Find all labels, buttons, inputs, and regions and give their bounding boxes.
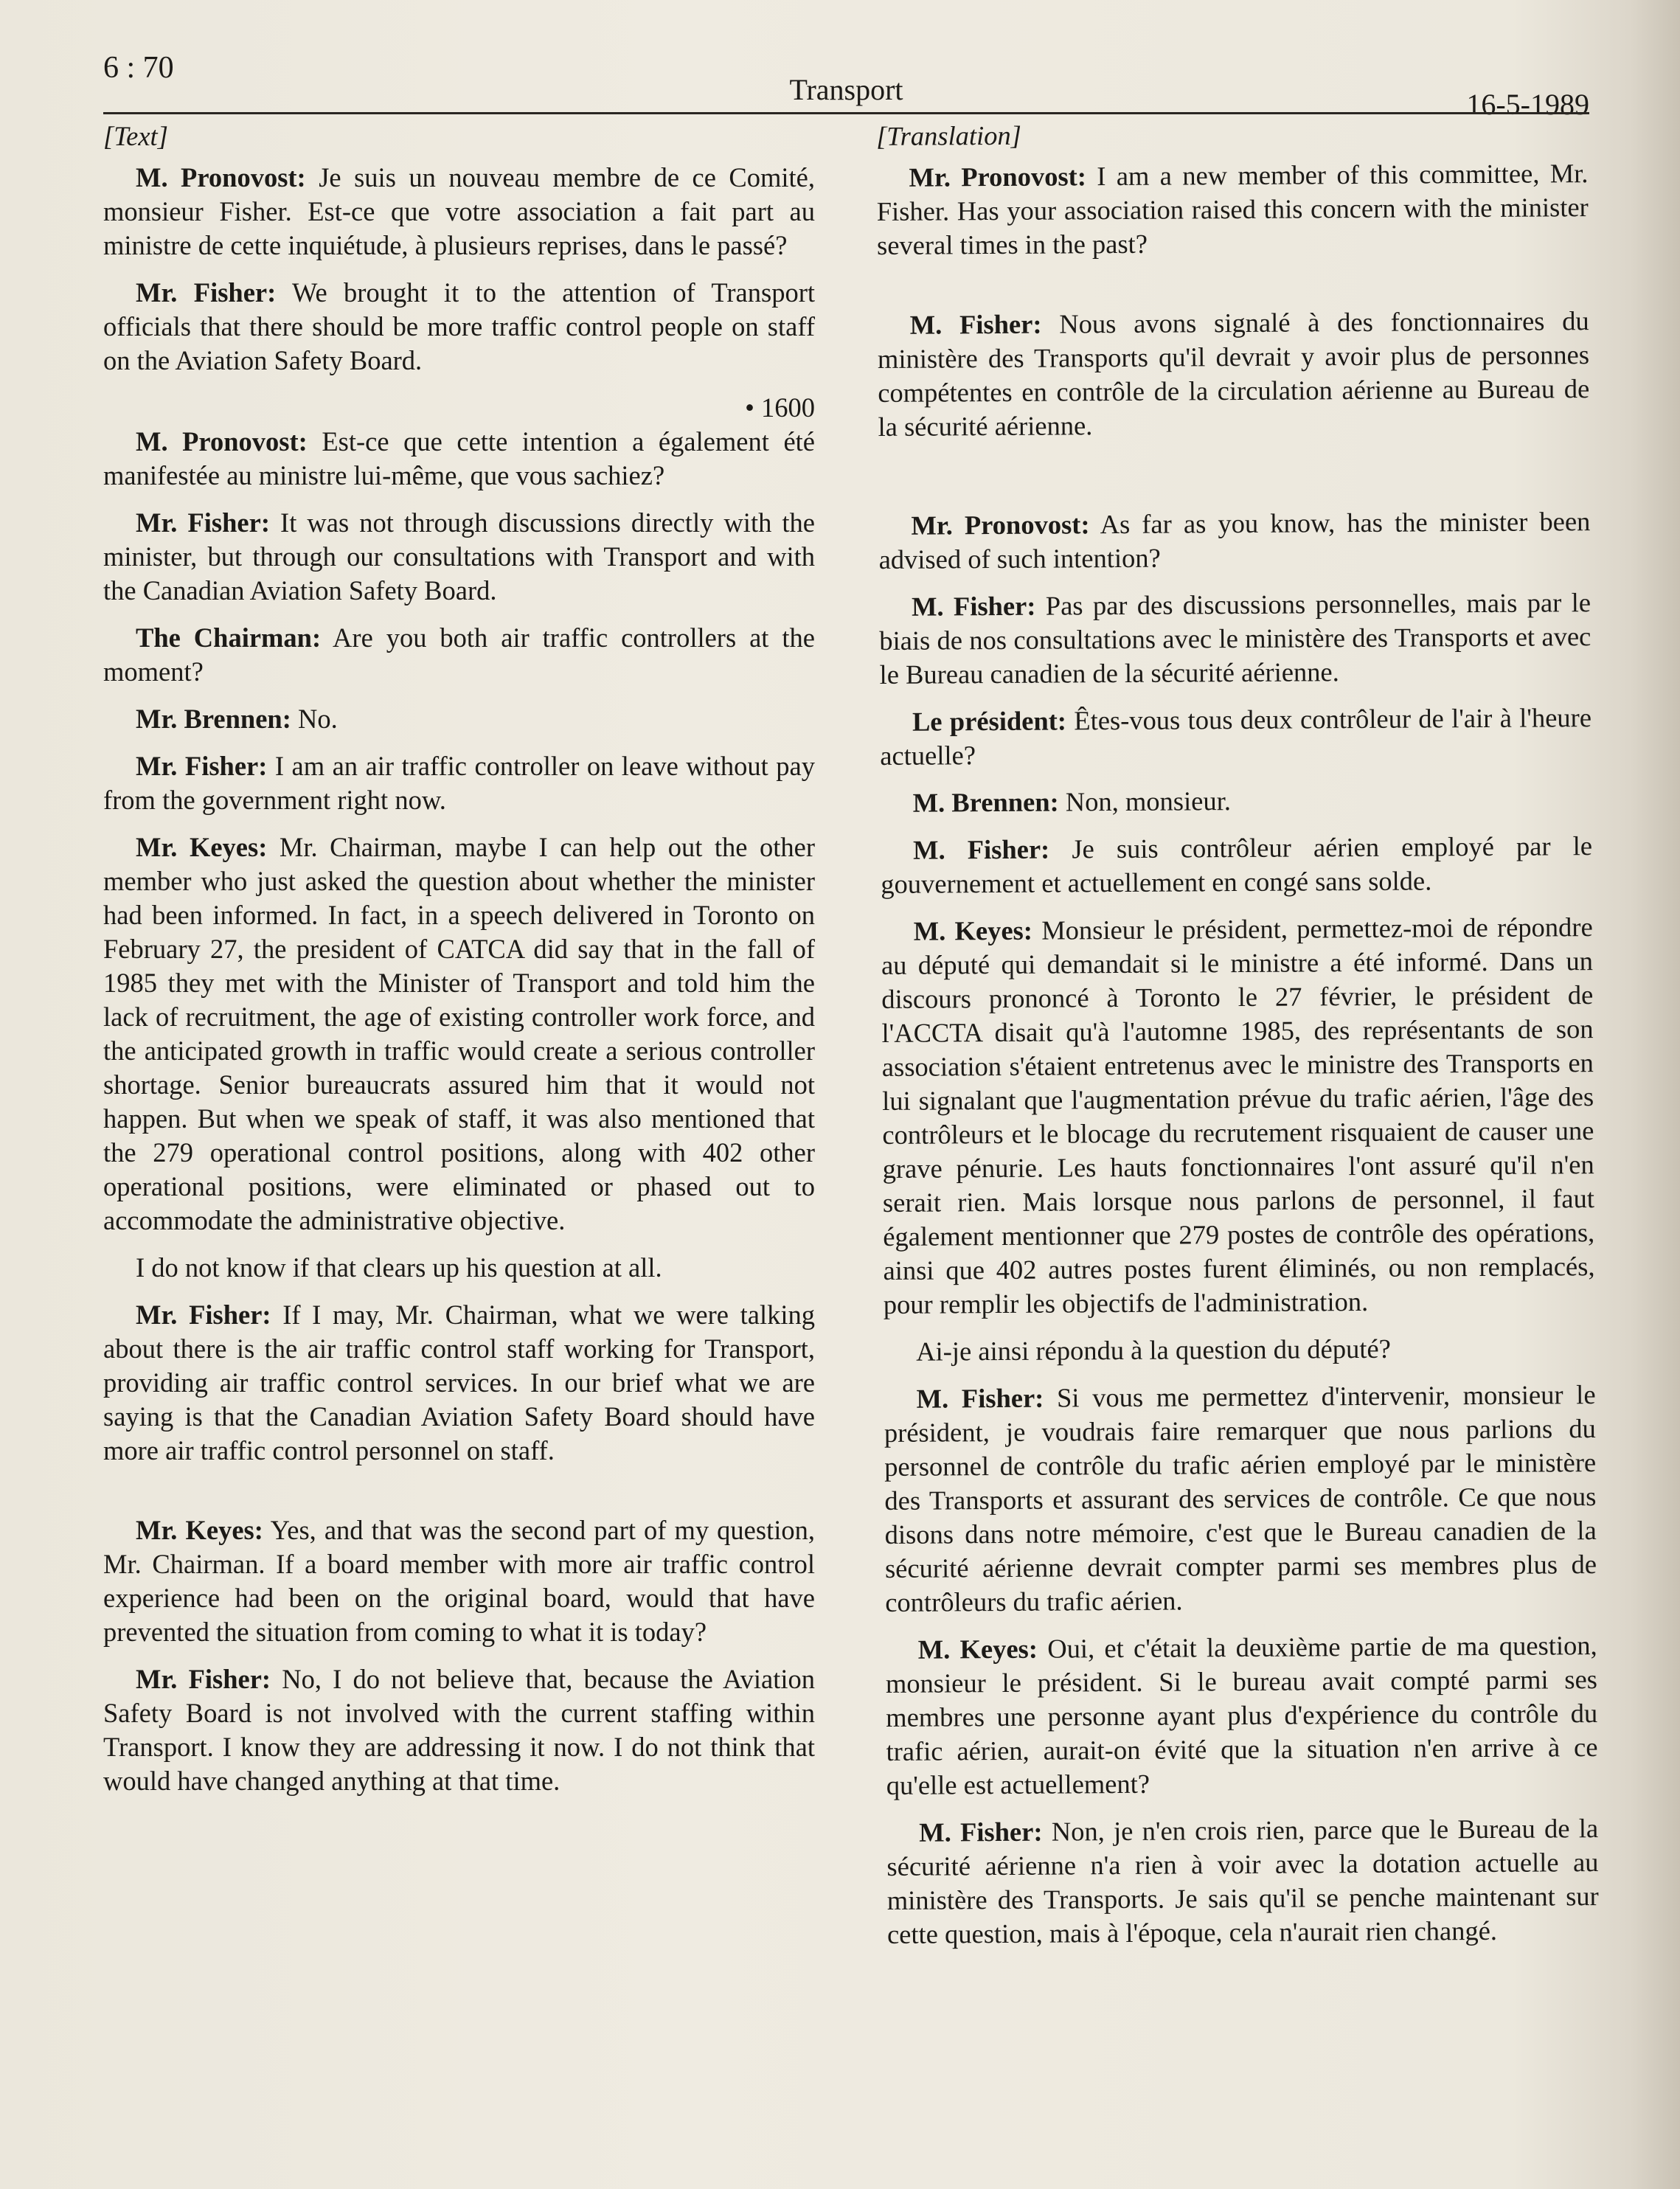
speaker: Mr. Fisher: bbox=[136, 1664, 271, 1694]
paragraph bbox=[103, 1662, 815, 1798]
running-title: Transport bbox=[789, 73, 903, 106]
speaker: Mr. Fisher: bbox=[136, 1300, 271, 1330]
speaker: Mr. Brennen: bbox=[136, 704, 291, 734]
speaker: Mr. Fisher: bbox=[136, 507, 270, 538]
speech: No. bbox=[291, 704, 338, 734]
speaker: Mr. Keyes: bbox=[136, 832, 268, 862]
header-rule bbox=[103, 112, 1589, 114]
speaker: Mr. Keyes: bbox=[136, 1515, 263, 1545]
speech: Si vous me permettez d'intervenir, monsieur le président, je voudrais faire remarquer que nous parlions du personnel de contrôle du trafic aérien employé par le ministère des Transports et assurant des services de contrôle. Ce que nous disons dans notre mémoire, c'est que le Bureau canadien de la sécurité aérienne devrait compter parmi ses membres plus de contrôleurs du trafic aérien. bbox=[884, 1379, 1597, 1617]
speaker: Mr. Pronovost: bbox=[911, 509, 1090, 541]
speaker: Mr. Pronovost: bbox=[909, 161, 1087, 192]
speech: Est-ce que cette intention a également été manifestée au ministre lui-même, que vous sachiez? bbox=[103, 426, 815, 490]
right-column bbox=[876, 115, 1599, 1965]
speech: It was not through discussions directly with the minister, but through our consultations with Transport and with the Canadian Aviation Safety Board. bbox=[103, 507, 815, 606]
speaker: M. Fisher: bbox=[919, 1816, 1043, 1848]
paragraph bbox=[878, 304, 1590, 444]
speech: Je suis un nouveau membre de ce Comité, monsieur Fisher. Est-ce que votre association a fait part au ministre de cette inquiétude, à plusieurs reprises, dans le passé? bbox=[103, 162, 815, 260]
speaker: M. Pronovost: bbox=[136, 426, 308, 457]
speaker: M. Fisher: bbox=[911, 590, 1036, 622]
speech: Ai-je ainsi répondu à la question du député? bbox=[916, 1333, 1391, 1367]
paragraph bbox=[881, 782, 1592, 820]
speech: Je suis contrôleur aérien employé par le gouvernement et actuellement en congé sans solde. bbox=[881, 830, 1593, 899]
paragraph bbox=[886, 1811, 1599, 1952]
speech: Mr. Chairman, maybe I can help out the other member who just asked the question about whether the minister had been informed. In fact, in a speech delivered in Toronto on February 27, the president of CATCA did say that in the fall of 1985 they met with the Minister of Transport and told him the lack of recruitment, the age of existing controller work force, and the anticipated growth in traffic would create a serious controller shortage. Senior bureaucrats assured him that it would not happen. But when we speak of staff, it was also mentioned that the 279 operational control positions, along with 402 other operational positions, were eliminated or phased out to accommodate the administrative objective. bbox=[103, 832, 816, 1235]
paragraph bbox=[878, 504, 1591, 577]
paragraph bbox=[103, 702, 815, 736]
paragraph bbox=[103, 830, 815, 1238]
paragraph bbox=[103, 276, 815, 378]
speech: Non, je n'en crois rien, parce que le Bureau de la sécurité aérienne n'a rien à voir avec la dotation actuelle au ministère des Transports. Je sais qu'il se penche maintenant sur cette question, mais à l'époque, cela n'aurait rien changé. bbox=[886, 1813, 1599, 1949]
paragraph bbox=[880, 701, 1592, 773]
paragraph bbox=[879, 586, 1592, 692]
page-header bbox=[103, 50, 1589, 121]
page-number: 6 : 70 bbox=[103, 51, 174, 85]
speech: Are you both air traffic controllers at the moment? bbox=[103, 622, 815, 687]
speaker: M. Brennen: bbox=[912, 786, 1059, 818]
spacer bbox=[103, 1481, 815, 1513]
text-tag: [Text] bbox=[103, 121, 168, 151]
paragraph bbox=[103, 1298, 815, 1468]
paragraph bbox=[103, 506, 815, 608]
speech: Pas par des discussions personnelles, mais par le biais de nos consultations avec le ministère des Transports et avec le Bureau canadien de la sécurité aérienne. bbox=[879, 587, 1592, 690]
speech: Non, monsieur. bbox=[1058, 785, 1232, 817]
paragraph bbox=[103, 1513, 815, 1649]
speaker: Mr. Fisher: bbox=[136, 277, 277, 308]
paragraph bbox=[103, 749, 815, 817]
speech: I do not know if that clears up his question at all. bbox=[136, 1252, 662, 1283]
speech: I am an air traffic controller on leave without pay from the government right now. bbox=[103, 751, 815, 815]
speech: I am a new member of this committee, Mr. Fisher. Has your association raised this concern with the minister several times in the past? bbox=[876, 158, 1589, 260]
translation-tag: [Translation] bbox=[876, 119, 1022, 151]
speech: If I may, Mr. Chairman, what we were talking about there is the air traffic control staff working for Transport, providing air traffic control services. In our brief what we are saying is that the Canadian Aviation Safety Board should have more air traffic control personnel on staff. bbox=[103, 1300, 816, 1465]
spacer bbox=[878, 453, 1590, 509]
spacer bbox=[877, 271, 1589, 308]
speech: Êtes-vous tous deux contrôleur de l'air à l'heure actuelle? bbox=[880, 702, 1592, 771]
speaker: M. Keyes: bbox=[917, 1633, 1038, 1665]
paragraph bbox=[884, 1378, 1597, 1620]
speech: As far as you know, has the minister been advised of such intention? bbox=[878, 506, 1591, 575]
paragraph bbox=[884, 1331, 1595, 1369]
speaker: M. Fisher: bbox=[909, 308, 1042, 340]
paragraph bbox=[881, 829, 1593, 901]
speaker: The Chairman: bbox=[136, 622, 322, 653]
paragraph bbox=[886, 1628, 1598, 1803]
speech: Nous avons signalé à des fonctionnaires du ministère des Transports qu'il devrait y avoir plus de personnes compétentes en contrôle de la circulation aérienne au Bureau de la sécurité aérienne. bbox=[877, 305, 1590, 442]
speech: No, I do not believe that, because the Aviation Safety Board is not involved with the current staffing within Transport. I know they are addressing it now. I do not think that would have changed anything at that time. bbox=[103, 1664, 815, 1796]
speaker: Mr. Fisher: bbox=[136, 751, 268, 781]
speech: We brought it to the attention of Transport officials that there should be more traffic control people on staff on the Aviation Safety Board. bbox=[103, 277, 816, 375]
speaker: M. Fisher: bbox=[912, 833, 1050, 865]
left-column bbox=[103, 119, 815, 1811]
speaker: M. Pronovost: bbox=[136, 162, 306, 192]
speaker: M. Fisher: bbox=[916, 1382, 1044, 1414]
paragraph bbox=[103, 425, 815, 493]
paragraph bbox=[103, 1251, 815, 1285]
speech: Monsieur le président, permettez-moi de répondre au député qui demandait si le ministre a été informé. Dans un discours prononcé à Toronto le 27 février, le président de l'ACCTA disait qu'à l'automne 1985, des représentants de son association s'étaient entretenus avec le ministre des Transports en lui signalant que l'augmentation prévue du trafic aérien, l'âge des contrôleurs et le blocage du recrutement risquaient de causer une grave pénurie. Les hauts fonctionnaires l'ont assuré qu'il n'en serait rien. Mais lorsque nous parlons de personnel, il faut également mentionner que 279 postes de contrôle des opérations, ainsi que 402 autres postes furent éliminés, ou non remplacés, pour remplir les objectifs de l'administration. bbox=[881, 912, 1595, 1319]
time-marker: • 1600 bbox=[745, 392, 815, 423]
speech: Oui, et c'était la deuxième partie de ma question, monsieur le président. Si le bureau avait compté parmi ses membres une personne ayant plus d'expérience du contrôle du trafic aérien, aurait-on évité que la situation n'en arrive à ce qu'elle est actuellement? bbox=[885, 1630, 1598, 1800]
paragraph bbox=[103, 161, 815, 263]
paragraph bbox=[881, 910, 1595, 1322]
sitting-date: 16-5-1989 bbox=[1466, 88, 1589, 121]
speaker: M. Keyes: bbox=[913, 915, 1033, 946]
speaker: Le président: bbox=[912, 705, 1067, 737]
speech: Yes, and that was the second part of my question, Mr. Chairman. If a board member with more air traffic control experience had been on the original board, would that have prevented the situation from coming to what it is today? bbox=[103, 1515, 815, 1647]
paragraph bbox=[876, 156, 1589, 263]
paragraph bbox=[103, 621, 815, 689]
